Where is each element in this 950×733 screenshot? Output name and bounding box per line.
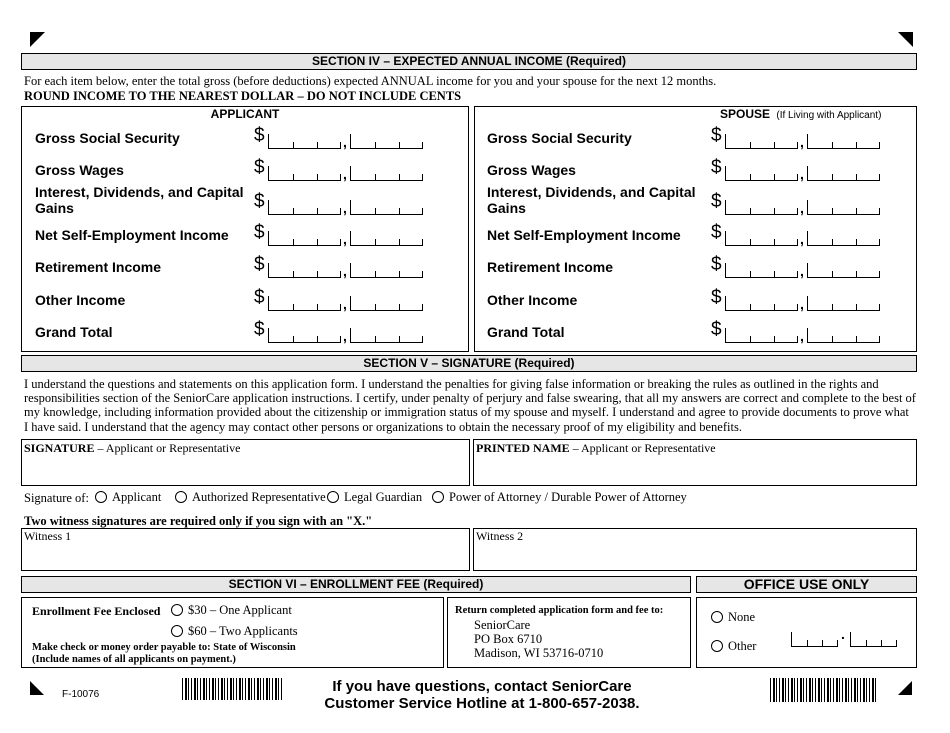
amount-units	[807, 328, 880, 343]
spouse-row-label: Other Income	[487, 292, 578, 308]
tick-mark	[866, 640, 867, 646]
amount-units	[350, 200, 423, 215]
tick-mark	[856, 208, 857, 214]
tick-mark	[822, 640, 823, 646]
signature-label-bold: SIGNATURE	[24, 441, 95, 455]
tick-mark	[774, 336, 775, 342]
tick-mark	[879, 142, 880, 148]
section-iv-rounding-note: ROUND INCOME TO THE NEAREST DOLLAR – DO NOT INCLUDE CENTS	[24, 89, 462, 103]
tick-mark	[774, 142, 775, 148]
tick-mark	[293, 142, 294, 148]
tick-mark	[832, 174, 833, 180]
amount-thousands	[725, 231, 798, 246]
tick-mark	[399, 271, 400, 277]
witness-1-label: Witness 1	[24, 529, 72, 543]
tick-mark	[422, 336, 423, 342]
tick-mark	[750, 304, 751, 310]
radio-circle-icon[interactable]	[95, 491, 107, 503]
tick-mark	[856, 271, 857, 277]
corner-mark-top-right	[898, 32, 913, 47]
tick-mark	[399, 174, 400, 180]
spouse-amount-input[interactable]	[725, 166, 877, 180]
dollar-sign: $	[254, 222, 265, 243]
witness-1-field[interactable]	[21, 528, 470, 571]
tick-mark	[774, 208, 775, 214]
signature-option-authorized-representative[interactable]	[175, 490, 326, 505]
tick-mark	[317, 239, 318, 245]
tick-mark	[340, 208, 341, 214]
thousands-separator: ,	[800, 134, 804, 150]
applicant-amount-input[interactable]	[268, 200, 420, 214]
applicant-amount-input[interactable]	[268, 166, 420, 180]
spouse-row-label: Gross Wages	[487, 162, 576, 178]
amount-units	[350, 231, 423, 246]
radio-circle-icon[interactable]	[432, 491, 444, 503]
return-instruction: Return completed application form and fee to:	[455, 605, 664, 616]
amount-units	[350, 296, 423, 311]
radio-circle-icon[interactable]	[711, 611, 723, 623]
tick-mark	[317, 304, 318, 310]
tick-mark	[832, 304, 833, 310]
amount-units	[350, 166, 423, 181]
tick-mark	[881, 640, 882, 646]
amount-thousands	[268, 231, 341, 246]
amount-units	[350, 134, 423, 149]
spouse-row-label: Grand Total	[487, 324, 565, 340]
dollar-sign: $	[254, 125, 265, 146]
signature-option-label: Applicant	[112, 490, 162, 504]
tick-mark	[375, 208, 376, 214]
tick-mark	[375, 142, 376, 148]
spouse-header-label: SPOUSE	[720, 107, 771, 121]
tick-mark	[750, 174, 751, 180]
spouse-amount-input[interactable]	[725, 296, 877, 310]
section-vi-header: SECTION VI – ENROLLMENT FEE (Required)	[21, 576, 691, 593]
amount-units	[807, 231, 880, 246]
dollar-sign: $	[254, 254, 265, 275]
amount-thousands	[268, 166, 341, 181]
return-address-city: Madison, WI 53716-0710	[474, 646, 604, 660]
tick-mark	[293, 336, 294, 342]
tick-mark	[340, 239, 341, 245]
office-amount-whole	[791, 632, 838, 647]
tick-mark	[774, 304, 775, 310]
amount-units	[350, 328, 423, 343]
applicant-amount-input[interactable]	[268, 134, 420, 148]
applicant-row-label: Net Self-Employment Income	[35, 227, 229, 243]
tick-mark	[750, 239, 751, 245]
tick-mark	[317, 271, 318, 277]
dollar-sign: $	[711, 319, 722, 340]
thousands-separator: ,	[800, 166, 804, 182]
tick-mark	[797, 239, 798, 245]
tick-mark	[856, 142, 857, 148]
thousands-separator: ,	[800, 328, 804, 344]
tick-mark	[750, 142, 751, 148]
tick-mark	[375, 271, 376, 277]
dollar-sign: $	[711, 222, 722, 243]
tick-mark	[422, 208, 423, 214]
amount-thousands	[268, 296, 341, 311]
signature-option-power-of-attorney[interactable]	[432, 490, 687, 505]
fee-option-two-applicants[interactable]	[171, 624, 298, 639]
thousands-separator: ,	[800, 231, 804, 247]
signature-option-applicant[interactable]	[95, 490, 161, 505]
signature-option-legal-guardian[interactable]	[327, 490, 422, 505]
thousands-separator: ,	[800, 263, 804, 279]
tick-mark	[340, 304, 341, 310]
applicant-row-label: Interest, Dividends, and Capital Gains	[35, 184, 244, 216]
printed-name-label-rest: – Applicant or Representative	[569, 441, 716, 455]
amount-units	[807, 134, 880, 149]
thousands-separator: ,	[343, 200, 347, 216]
amount-thousands	[268, 263, 341, 278]
thousands-separator: ,	[343, 166, 347, 182]
amount-units	[807, 263, 880, 278]
contact-line-2: Customer Service Hotline at 1-800-657-2038.	[324, 695, 640, 712]
spouse-amount-input[interactable]	[725, 263, 877, 277]
tick-mark	[317, 142, 318, 148]
spouse-row-label: Interest, Dividends, and Capital Gains	[487, 184, 696, 216]
applicant-amount-input[interactable]	[268, 263, 420, 277]
tick-mark	[293, 304, 294, 310]
amount-units	[807, 296, 880, 311]
tick-mark	[399, 336, 400, 342]
tick-mark	[375, 304, 376, 310]
spouse-header-note: (If Living with Applicant)	[776, 110, 882, 121]
tick-mark	[317, 208, 318, 214]
signature-option-label: Legal Guardian	[344, 490, 423, 504]
spouse-row-label: Retirement Income	[487, 259, 614, 275]
tick-mark	[774, 271, 775, 277]
tick-mark	[879, 304, 880, 310]
contact-line-1: If you have questions, contact SeniorCare	[332, 678, 632, 695]
corner-mark-bottom-right	[898, 681, 912, 695]
dollar-sign: $	[711, 191, 722, 212]
applicant-row-label: Other Income	[35, 292, 126, 308]
enrollment-fee-label: Enrollment Fee Enclosed	[32, 604, 161, 618]
dollar-sign: $	[254, 191, 265, 212]
tick-mark	[832, 239, 833, 245]
return-address-po-box: PO Box 6710	[474, 632, 543, 646]
tick-mark	[750, 271, 751, 277]
decimal-point: .	[841, 626, 845, 642]
section-iv-header: SECTION IV – EXPECTED ANNUAL INCOME (Required)	[21, 53, 917, 70]
tick-mark	[856, 239, 857, 245]
spouse-header	[720, 107, 881, 121]
section-v-header: SECTION V – SIGNATURE (Required)	[21, 355, 917, 372]
witness-note: Two witness signatures are required only if you sign with an "X."	[24, 514, 373, 528]
tick-mark	[797, 142, 798, 148]
amount-units	[807, 166, 880, 181]
tick-mark	[375, 174, 376, 180]
tick-mark	[774, 174, 775, 180]
tick-mark	[879, 208, 880, 214]
tick-mark	[856, 304, 857, 310]
office-option-label: None	[728, 610, 756, 624]
tick-mark	[422, 271, 423, 277]
tick-mark	[797, 336, 798, 342]
applicant-amount-input[interactable]	[268, 296, 420, 310]
tick-mark	[832, 271, 833, 277]
amount-thousands	[725, 263, 798, 278]
thousands-separator: ,	[800, 200, 804, 216]
radio-circle-icon[interactable]	[171, 604, 183, 616]
amount-thousands	[725, 296, 798, 311]
applicant-row-label: Gross Social Security	[35, 130, 180, 146]
witness-2-field[interactable]	[473, 528, 917, 571]
office-use-header: OFFICE USE ONLY	[696, 576, 917, 593]
fee-option-label: $60 – Two Applicants	[188, 624, 298, 638]
signature-option-label: Authorized Representative	[192, 490, 326, 504]
tick-mark	[750, 336, 751, 342]
thousands-separator: ,	[343, 134, 347, 150]
radio-circle-icon[interactable]	[711, 640, 723, 652]
signature-label-rest: – Applicant or Representative	[94, 441, 241, 455]
dollar-sign: $	[254, 287, 265, 308]
tick-mark	[340, 336, 341, 342]
tick-mark	[422, 239, 423, 245]
spouse-amount-input[interactable]	[725, 328, 877, 342]
tick-mark	[375, 336, 376, 342]
tick-mark	[399, 304, 400, 310]
radio-circle-icon[interactable]	[171, 625, 183, 637]
applicant-row-label: Grand Total	[35, 324, 113, 340]
dollar-sign: $	[254, 157, 265, 178]
amount-thousands	[725, 166, 798, 181]
office-option-none[interactable]	[711, 610, 755, 625]
printed-name-label-bold: PRINTED NAME	[476, 441, 570, 455]
tick-mark	[340, 174, 341, 180]
printed-name-field-label	[476, 441, 716, 456]
payment-names-note: (Include names of all applicants on payment.)	[32, 654, 236, 665]
tick-mark	[375, 239, 376, 245]
tick-mark	[797, 304, 798, 310]
applicant-row-label: Retirement Income	[35, 259, 162, 275]
radio-circle-icon[interactable]	[175, 491, 187, 503]
corner-mark-top-left	[30, 32, 45, 47]
office-option-other[interactable]	[711, 639, 756, 654]
amount-units	[350, 263, 423, 278]
office-amount-input[interactable]	[791, 626, 901, 646]
amount-thousands	[268, 328, 341, 343]
tick-mark	[340, 271, 341, 277]
thousands-separator: ,	[343, 328, 347, 344]
tick-mark	[293, 239, 294, 245]
tick-mark	[797, 208, 798, 214]
radio-circle-icon[interactable]	[327, 491, 339, 503]
certification-statement: I understand the questions and statements on this application form. I understand the penalties for giving false information or breaking the rules as outlined in the rights and responsibilities section of the SeniorCare application instructions. I certify, under penalty of perjury and false swearing, that all my answers are correct and complete to the best of my knowledge, including information provided about the citizenship or immigration status of my spouse and myself. I understand and agree to provide documents to prove what I have said. I understand that the agency may contact other persons or organizations to obtain the necessary proof of my eligibility and benefits.	[24, 377, 916, 434]
barcode-left	[182, 678, 282, 700]
tick-mark	[422, 174, 423, 180]
amount-thousands	[725, 328, 798, 343]
amount-thousands	[268, 134, 341, 149]
tick-mark	[856, 336, 857, 342]
tick-mark	[399, 208, 400, 214]
thousands-separator: ,	[343, 263, 347, 279]
payable-to-note: Make check or money order payable to: State of Wisconsin	[32, 642, 296, 653]
dollar-sign: $	[711, 125, 722, 146]
signature-of-label: Signature of:	[24, 491, 89, 505]
amount-thousands	[725, 134, 798, 149]
spouse-amount-input[interactable]	[725, 200, 877, 214]
tick-mark	[750, 208, 751, 214]
tick-mark	[879, 271, 880, 277]
tick-mark	[422, 304, 423, 310]
tick-mark	[856, 174, 857, 180]
tick-mark	[896, 640, 897, 646]
tick-mark	[797, 271, 798, 277]
tick-mark	[807, 640, 808, 646]
applicant-row-label: Gross Wages	[35, 162, 124, 178]
signature-option-label: Power of Attorney / Durable Power of Attorney	[449, 490, 687, 504]
fee-option-one-applicant[interactable]	[171, 603, 292, 618]
tick-mark	[422, 142, 423, 148]
tick-mark	[879, 174, 880, 180]
applicant-header: APPLICANT	[210, 107, 280, 121]
tick-mark	[774, 239, 775, 245]
tick-mark	[837, 640, 838, 646]
spouse-row-label: Net Self-Employment Income	[487, 227, 681, 243]
amount-thousands	[725, 200, 798, 215]
tick-mark	[317, 174, 318, 180]
office-option-label: Other	[728, 639, 757, 653]
applicant-amount-input[interactable]	[268, 231, 420, 245]
dollar-sign: $	[711, 157, 722, 178]
tick-mark	[832, 208, 833, 214]
amount-units	[807, 200, 880, 215]
barcode-right	[770, 678, 878, 702]
office-amount-fraction	[850, 632, 897, 647]
tick-mark	[399, 239, 400, 245]
witness-2-label: Witness 2	[476, 529, 524, 543]
tick-mark	[832, 142, 833, 148]
amount-thousands	[268, 200, 341, 215]
thousands-separator: ,	[343, 296, 347, 312]
dollar-sign: $	[711, 254, 722, 275]
tick-mark	[293, 271, 294, 277]
tick-mark	[317, 336, 318, 342]
tick-mark	[879, 336, 880, 342]
section-iv-instruction: For each item below, enter the total gross (before deductions) expected ANNUAL income for you and your spouse for the next 12 months.	[24, 74, 717, 88]
corner-mark-bottom-left	[30, 681, 44, 695]
tick-mark	[293, 174, 294, 180]
signature-field-label	[24, 441, 240, 456]
thousands-separator: ,	[343, 231, 347, 247]
fee-option-label: $30 – One Applicant	[188, 603, 292, 617]
tick-mark	[879, 239, 880, 245]
spouse-amount-input[interactable]	[725, 134, 877, 148]
dollar-sign: $	[254, 319, 265, 340]
tick-mark	[293, 208, 294, 214]
thousands-separator: ,	[800, 296, 804, 312]
spouse-row-label: Gross Social Security	[487, 130, 632, 146]
tick-mark	[399, 142, 400, 148]
tick-mark	[832, 336, 833, 342]
return-address-name: SeniorCare	[474, 618, 531, 632]
tick-mark	[797, 174, 798, 180]
tick-mark	[340, 142, 341, 148]
form-number: F-10076	[62, 689, 100, 700]
dollar-sign: $	[711, 287, 722, 308]
applicant-amount-input[interactable]	[268, 328, 420, 342]
spouse-amount-input[interactable]	[725, 231, 877, 245]
